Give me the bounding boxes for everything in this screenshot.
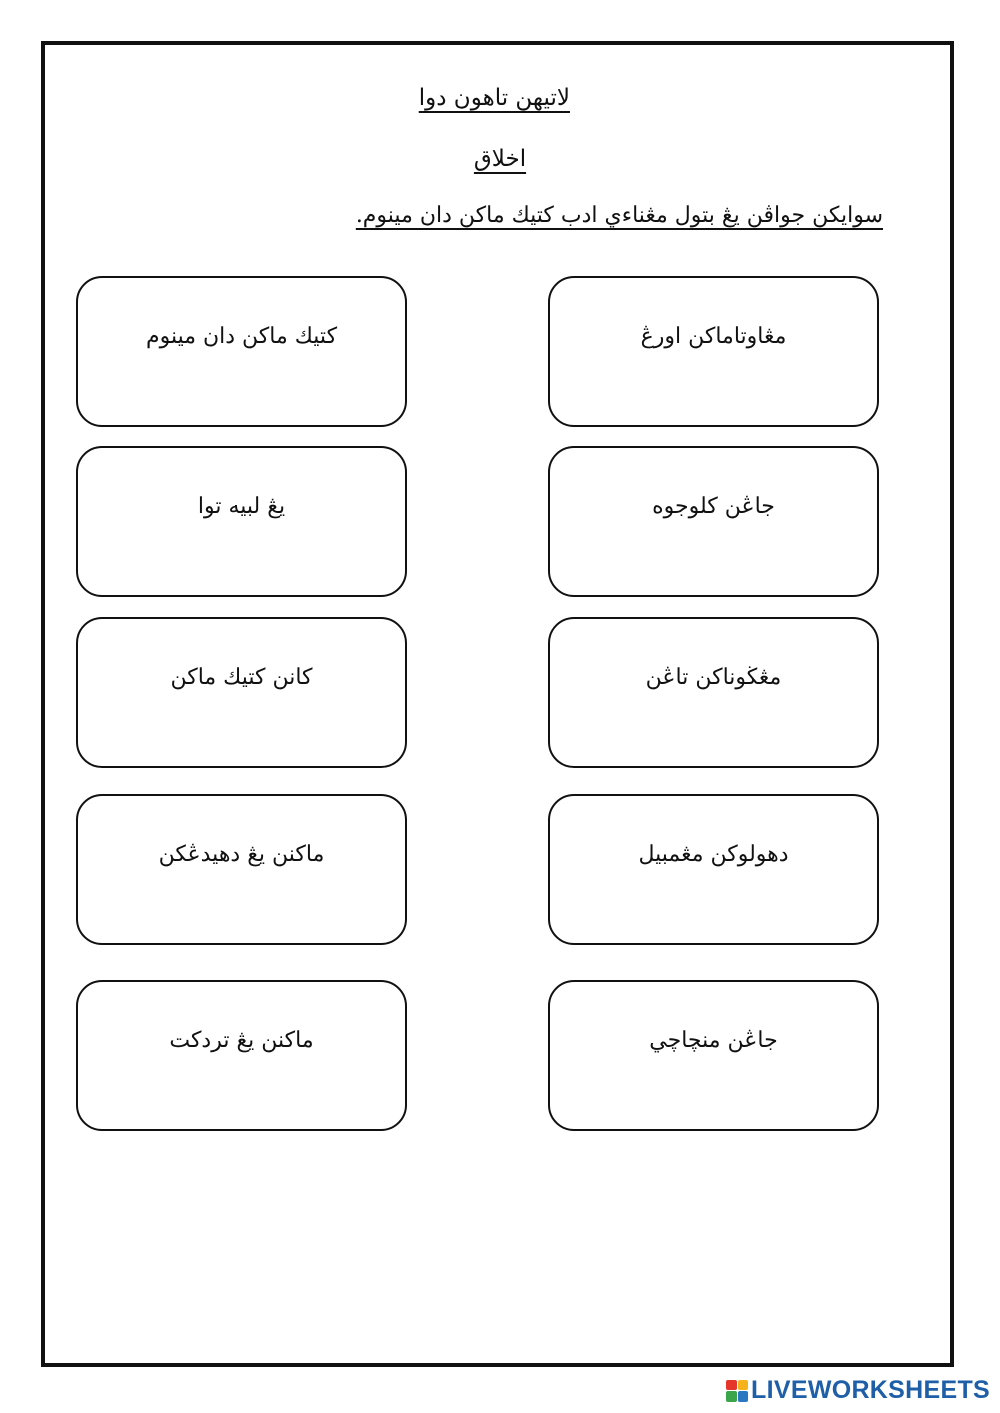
left-card-1[interactable] [76, 276, 407, 427]
instruction-text: سوايكن جواڤن يڠ بتول مڠناءي ادب كتيك ماكن دان مينوم. [355, 203, 883, 228]
left-card-2[interactable] [76, 446, 407, 597]
right-card-label: جاڠن منچاچي [649, 1028, 778, 1053]
right-card-4[interactable] [548, 794, 879, 945]
right-card-1[interactable] [548, 276, 879, 427]
left-card-label: كتيك ماكن دان مينوم [145, 324, 338, 349]
right-card-5[interactable] [548, 980, 879, 1131]
subject-heading: اخلاق [473, 146, 527, 172]
right-card-label: مڠاوتاماكن اورڠ [640, 324, 787, 349]
right-card-3[interactable] [548, 617, 879, 768]
left-card-label: ماكنن يڠ تردكت [169, 1028, 314, 1053]
left-card-4[interactable] [76, 794, 407, 945]
right-card-label: دهولوكن مڠمبيل [638, 842, 789, 867]
left-card-label: يڠ لبيه توا [197, 494, 286, 519]
left-card-3[interactable] [76, 617, 407, 768]
right-card-label: جاڠن كلوجوه [652, 494, 775, 519]
brand-name: LIVEWORKSHEETS [751, 1376, 990, 1404]
right-card-2[interactable] [548, 446, 879, 597]
right-card-label: مڠڬوناكن تاڠن [645, 665, 782, 690]
liveworksheets-logo-icon [726, 1380, 748, 1402]
left-card-label: ماكنن يڠ دهيدڠكن [158, 842, 325, 867]
left-card-label: كانن كتيك ماكن [170, 665, 313, 690]
liveworksheets-brand [726, 1376, 990, 1405]
left-card-5[interactable] [76, 980, 407, 1131]
worksheet-title: لاتيهن تاهون دوا [418, 85, 570, 111]
